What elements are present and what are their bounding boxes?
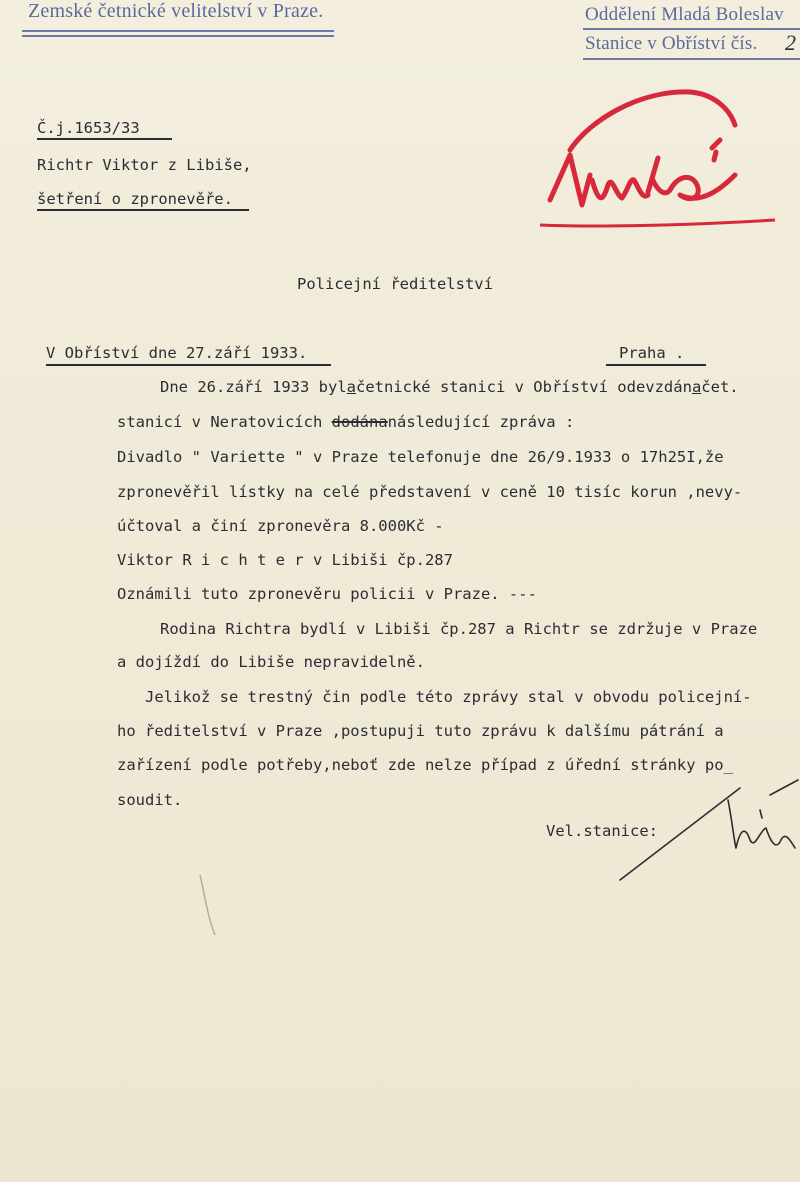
destination: Praha . bbox=[619, 344, 685, 362]
place-date-underline bbox=[46, 364, 331, 366]
header-left-double-rule-2 bbox=[22, 35, 334, 37]
header-left-double-rule bbox=[22, 30, 334, 32]
destination-underline bbox=[606, 364, 706, 366]
body-line-11: ho ředitelství v Praze ,postupuji tuto zprávu k dalšímu pátrání a bbox=[117, 722, 724, 740]
addressee: Policejní ředitelství bbox=[297, 275, 493, 293]
body-line-1-correction-2: a bbox=[691, 378, 702, 396]
header-stamp-right-line1: Oddělení Mladá Boleslav bbox=[585, 4, 784, 25]
body-line-1-correction: a bbox=[346, 378, 356, 396]
signature-label: Vel.stanice: bbox=[546, 822, 658, 840]
body-line-5: účtoval a činí zpronevěra 8.000Kč - bbox=[117, 517, 444, 535]
body-line-2-end: následující zpráva : bbox=[387, 413, 575, 431]
body-line-1-start: Dne 26.září 1933 byl bbox=[160, 378, 347, 396]
body-line-2-struck-word: dodána bbox=[331, 413, 388, 431]
body-line-1-middle: četnické stanici v Obříství odevzdán bbox=[355, 378, 692, 396]
handwritten-signature bbox=[610, 770, 800, 890]
header-right-rule bbox=[583, 28, 800, 30]
body-line-4: zpronevěřil lístky na celé představení v ceně 10 tisíc korun ,nevy- bbox=[117, 483, 743, 501]
subject-underline bbox=[37, 209, 249, 211]
body-line-2 bbox=[117, 413, 574, 431]
subject-line-2: šetření o zpronevěře. bbox=[37, 190, 233, 208]
body-line-9: a dojíždí do Libiše nepravidelně. bbox=[117, 653, 425, 671]
subject-line-1: Richtr Viktor z Libiše, bbox=[37, 156, 252, 174]
body-line-6: Viktor R i c h t e r v Libiši čp.287 bbox=[117, 551, 453, 569]
body-line-1-end: čet. bbox=[701, 378, 739, 396]
body-line-12: zařízení podle potřeby,neboť zde nelze případ z úřední stránky po_ bbox=[117, 756, 733, 774]
body-line-8: Rodina Richtra bydlí v Libiši čp.287 a Richtr se zdržuje v Praze bbox=[160, 620, 758, 638]
header-stamp-right-line2: Stanice v Obříství čís. bbox=[585, 33, 758, 54]
header-stamp-left: Zemské četnické velitelství v Praze. bbox=[28, 0, 324, 22]
header-right-rule-2 bbox=[583, 58, 800, 60]
case-number-underline bbox=[37, 138, 172, 140]
body-line-2-start: stanicí v Neratovicích bbox=[117, 413, 323, 431]
body-line-3: Divadlo " Variette " v Praze telefonuje dne 26/9.1933 o 17h25I,že bbox=[117, 448, 724, 466]
body-line-7: Oznámili tuto zpronevěru policii v Praze. --- bbox=[117, 585, 537, 603]
place-date: V Obříství dne 27.září 1933. bbox=[46, 344, 308, 362]
body-line-10: Jelikož se trestný čin podle této zprávy stal v obvodu policejní- bbox=[145, 688, 752, 706]
pencil-mark bbox=[195, 870, 225, 940]
header-stamp-right-number: 2 bbox=[785, 30, 797, 55]
urgent-handwritten-mark bbox=[530, 80, 790, 240]
case-number: Č.j.1653/33 bbox=[37, 119, 140, 137]
body-line-1 bbox=[160, 378, 739, 396]
body-line-13: soudit. bbox=[117, 791, 183, 809]
